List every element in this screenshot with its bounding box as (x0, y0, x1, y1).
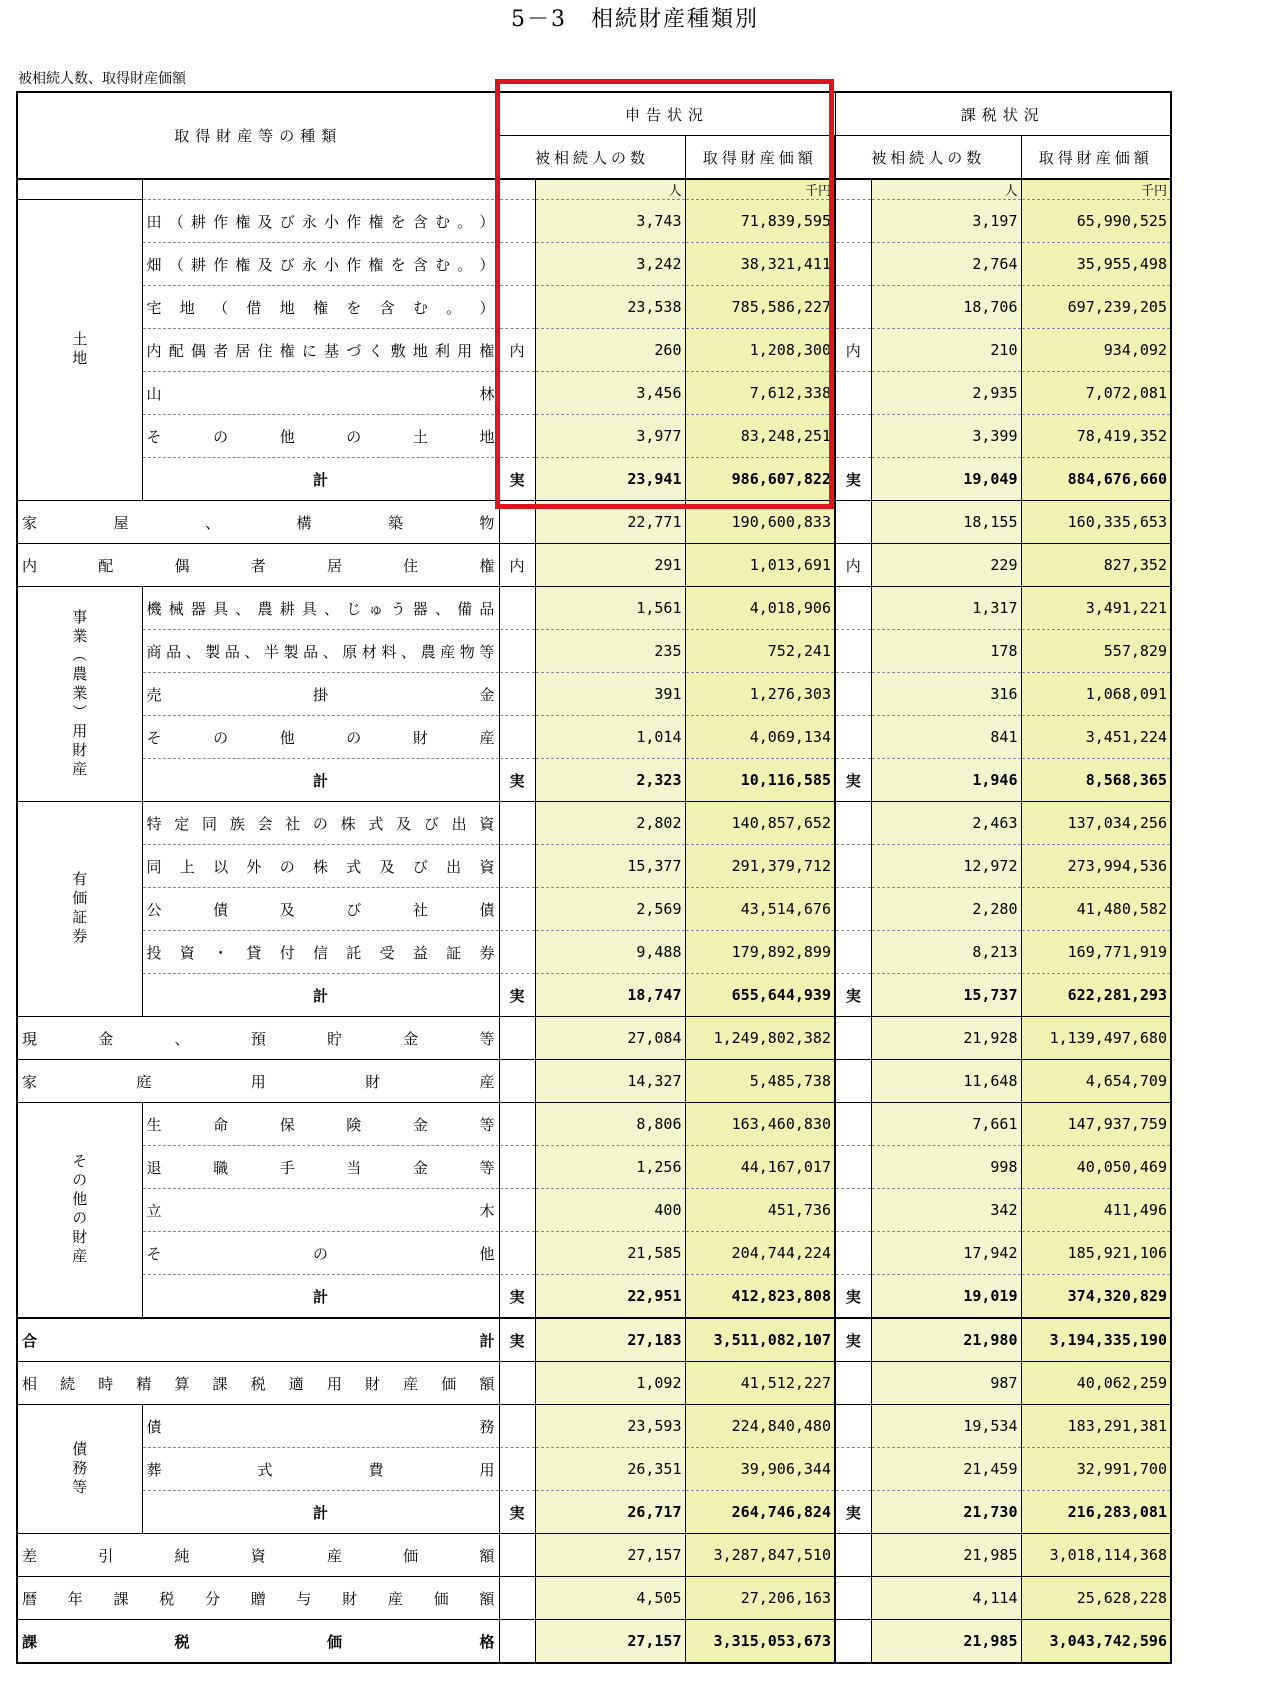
declared-value: 163,460,830 (685, 1103, 835, 1146)
declared-value: 179,892,899 (685, 931, 835, 974)
count-header-2: 被相続人の数 (835, 136, 1021, 180)
taxed-count: 210 (871, 329, 1021, 372)
mark-cell (835, 587, 871, 630)
declared-value: 224,840,480 (685, 1405, 835, 1448)
taxed-value: 827,352 (1021, 544, 1171, 587)
declared-value: 655,644,939 (685, 974, 835, 1017)
declared-value: 4,069,134 (685, 716, 835, 759)
table-row (17, 1620, 1171, 1664)
unit-label: 人 (871, 179, 1021, 200)
declared-count: 1,014 (535, 716, 685, 759)
declared-count: 1,092 (535, 1362, 685, 1405)
mark-cell (835, 931, 871, 974)
declared-value: 204,744,224 (685, 1232, 835, 1275)
mark-cell (835, 243, 871, 286)
mark-cell (835, 200, 871, 243)
taxed-value: 78,419,352 (1021, 415, 1171, 458)
mark-cell (499, 372, 535, 415)
taxed-value: 1,139,497,680 (1021, 1017, 1171, 1060)
mark-cell: 実 (499, 1275, 535, 1319)
taxed-count: 2,764 (871, 243, 1021, 286)
section-label: 債務等 (17, 1405, 142, 1534)
mark-cell (835, 630, 871, 673)
row-label: 計 (142, 974, 499, 1017)
mark-cell (499, 931, 535, 974)
taxed-count: 342 (871, 1189, 1021, 1232)
declared-count: 400 (535, 1189, 685, 1232)
value-header-2: 取得財産価額 (1038, 148, 1153, 167)
declared-count: 3,456 (535, 372, 685, 415)
taxed-value: 169,771,919 (1021, 931, 1171, 974)
taxed-value: 622,281,293 (1021, 974, 1171, 1017)
declared-count: 2,569 (535, 888, 685, 931)
table-row (17, 587, 1171, 630)
table-row (17, 630, 1171, 673)
taxed-value: 884,676,660 (1021, 458, 1171, 501)
taxed-count: 316 (871, 673, 1021, 716)
taxed-status-header: 課税状況 (835, 92, 1171, 136)
mark-cell (835, 1362, 871, 1405)
value-header-1: 取得財産価額 (685, 136, 835, 180)
table-row (17, 544, 1171, 587)
declared-count: 291 (535, 544, 685, 587)
row-label: 商 品 、 製 品 、 半 製 品 、 原 材 料 、 農 産 物 等 (142, 630, 499, 673)
taxed-value: 137,034,256 (1021, 802, 1171, 845)
unit-row (17, 179, 1171, 200)
declared-count: 9,488 (535, 931, 685, 974)
declared-value: 38,321,411 (685, 243, 835, 286)
declared-value: 1,208,300 (685, 329, 835, 372)
mark-cell (499, 1232, 535, 1275)
unit-label: 人 (535, 179, 685, 200)
mark-cell: 実 (499, 974, 535, 1017)
taxed-value: 1,068,091 (1021, 673, 1171, 716)
taxed-value: 41,480,582 (1021, 888, 1171, 931)
taxed-count: 18,706 (871, 286, 1021, 329)
taxed-value: 273,994,536 (1021, 845, 1171, 888)
declared-value: 5,485,738 (685, 1060, 835, 1103)
row-label: 内 配 偶 者 居 住 権 に 基 づ く 敷 地 利 用 権 (142, 329, 499, 372)
mark-cell (499, 845, 535, 888)
taxed-count: 21,459 (871, 1448, 1021, 1491)
table-row (17, 888, 1171, 931)
taxed-value: 216,283,081 (1021, 1491, 1171, 1534)
declared-count: 27,084 (535, 1017, 685, 1060)
row-label: 暦 年 課 税 分 贈 与 財 産 価 額 (17, 1577, 499, 1620)
taxed-count: 4,114 (871, 1577, 1021, 1620)
mark-cell: 実 (499, 759, 535, 802)
declared-count: 4,505 (535, 1577, 685, 1620)
mark-cell (835, 673, 871, 716)
taxed-count: 17,942 (871, 1232, 1021, 1275)
taxed-count: 11,648 (871, 1060, 1021, 1103)
row-label: 売 掛 金 (142, 673, 499, 716)
taxed-count: 21,730 (871, 1491, 1021, 1534)
mark-cell (835, 286, 871, 329)
taxed-count: 998 (871, 1146, 1021, 1189)
blank-cell (835, 179, 871, 200)
row-label: 山 林 (142, 372, 499, 415)
taxed-value: 160,335,653 (1021, 501, 1171, 544)
declared-value: 190,600,833 (685, 501, 835, 544)
taxed-value: 3,194,335,190 (1021, 1318, 1171, 1362)
declared-count: 22,771 (535, 501, 685, 544)
declared-value: 264,746,824 (685, 1491, 835, 1534)
page-title: 5－3 相続財産種類別 (511, 7, 759, 32)
declared-count: 2,802 (535, 802, 685, 845)
table-row (17, 673, 1171, 716)
table-row (17, 1017, 1171, 1060)
taxed-count: 7,661 (871, 1103, 1021, 1146)
declared-count: 14,327 (535, 1060, 685, 1103)
declared-value: 7,612,338 (685, 372, 835, 415)
mark-cell (499, 1405, 535, 1448)
mark-cell: 内 (499, 329, 535, 372)
taxed-count: 987 (871, 1362, 1021, 1405)
declared-count: 27,183 (535, 1318, 685, 1362)
declared-count: 2,323 (535, 759, 685, 802)
declared-count: 27,157 (535, 1534, 685, 1577)
row-label: 債 務 (142, 1405, 499, 1448)
taxed-count: 8,213 (871, 931, 1021, 974)
category-header: 取得財産等の種類 (17, 92, 499, 179)
mark-cell (835, 845, 871, 888)
mark-cell (499, 1060, 535, 1103)
mark-cell: 内 (835, 544, 871, 587)
taxed-value: 3,451,224 (1021, 716, 1171, 759)
declared-count: 21,585 (535, 1232, 685, 1275)
table-row (17, 716, 1171, 759)
blank-cell (499, 179, 535, 200)
mark-cell: 内 (499, 544, 535, 587)
mark-cell (499, 1448, 535, 1491)
mark-cell: 実 (835, 1318, 871, 1362)
taxed-value: 7,072,081 (1021, 372, 1171, 415)
table-row (17, 501, 1171, 544)
mark-cell (499, 1103, 535, 1146)
mark-cell (835, 1534, 871, 1577)
declared-value: 44,167,017 (685, 1146, 835, 1189)
declared-count: 1,256 (535, 1146, 685, 1189)
mark-cell (835, 415, 871, 458)
declared-value: 986,607,822 (685, 458, 835, 501)
mark-cell (835, 1103, 871, 1146)
table-row (17, 1405, 1171, 1448)
mark-cell (835, 802, 871, 845)
mark-cell (835, 1577, 871, 1620)
declared-count: 8,806 (535, 1103, 685, 1146)
mark-cell (499, 716, 535, 759)
table-row (17, 802, 1171, 845)
taxed-value: 40,062,259 (1021, 1362, 1171, 1405)
declared-value: 71,839,595 (685, 200, 835, 243)
taxed-value: 35,955,498 (1021, 243, 1171, 286)
row-label: 畑 （ 耕 作 権 及 び 永 小 作 権 を 含 む 。 ） (142, 243, 499, 286)
mark-cell (499, 1620, 535, 1664)
mark-cell (835, 716, 871, 759)
table-row (17, 1491, 1171, 1534)
inheritance-property-table (16, 91, 1172, 1664)
table-row (17, 329, 1171, 372)
table-row (17, 1060, 1171, 1103)
section-label: 有価証券 (17, 802, 142, 1017)
row-label: 内 配 偶 者 居 住 権 (17, 544, 499, 587)
mark-cell (835, 1060, 871, 1103)
declared-count: 26,351 (535, 1448, 685, 1491)
declared-value: 3,287,847,510 (685, 1534, 835, 1577)
row-label: 特 定 同 族 会 社 の 株 式 及 び 出 資 (142, 802, 499, 845)
mark-cell: 実 (835, 974, 871, 1017)
declared-value: 412,823,808 (685, 1275, 835, 1319)
declared-count: 260 (535, 329, 685, 372)
mark-cell (499, 1362, 535, 1405)
mark-cell (835, 501, 871, 544)
taxed-value: 4,654,709 (1021, 1060, 1171, 1103)
unit-label: 千円 (1021, 179, 1171, 200)
unit-label: 千円 (685, 179, 835, 200)
row-label: 計 (142, 458, 499, 501)
row-label: 課 税 価 格 (17, 1620, 499, 1664)
mark-cell: 実 (499, 1491, 535, 1534)
mark-cell (499, 888, 535, 931)
row-label: 相 続 時 精 算 課 税 適 用 財 産 価 額 (17, 1362, 499, 1405)
mark-cell: 実 (499, 458, 535, 501)
declared-value: 83,248,251 (685, 415, 835, 458)
table-row (17, 1534, 1171, 1577)
table-row (17, 1362, 1171, 1405)
row-label: 家 庭 用 財 産 (17, 1060, 499, 1103)
taxed-count: 21,985 (871, 1534, 1021, 1577)
row-label: 田 （ 耕 作 権 及 び 永 小 作 権 を 含 む 。 ） (142, 200, 499, 243)
declared-count: 3,743 (535, 200, 685, 243)
row-label: 立 木 (142, 1189, 499, 1232)
taxed-count: 19,019 (871, 1275, 1021, 1319)
declared-value: 1,249,802,382 (685, 1017, 835, 1060)
mark-cell (499, 200, 535, 243)
declared-count: 26,717 (535, 1491, 685, 1534)
taxed-count: 19,049 (871, 458, 1021, 501)
row-label: 宅 地 （ 借 地 権 を 含 む 。 ） (142, 286, 499, 329)
declared-count: 3,977 (535, 415, 685, 458)
declared-value: 291,379,712 (685, 845, 835, 888)
row-label: 差 引 純 資 産 価 額 (17, 1534, 499, 1577)
row-label: 退 職 手 当 金 等 (142, 1146, 499, 1189)
mark-cell (499, 1189, 535, 1232)
section-label: その他の財産 (17, 1103, 142, 1319)
mark-cell (499, 286, 535, 329)
taxed-count: 2,463 (871, 802, 1021, 845)
taxed-value: 3,043,742,596 (1021, 1620, 1171, 1664)
declared-value: 10,116,585 (685, 759, 835, 802)
taxed-count: 12,972 (871, 845, 1021, 888)
mark-cell: 実 (835, 759, 871, 802)
table-row (17, 1577, 1171, 1620)
table-row (17, 1103, 1171, 1146)
taxed-count: 2,935 (871, 372, 1021, 415)
mark-cell (499, 630, 535, 673)
taxed-count: 1,946 (871, 759, 1021, 802)
declared-value: 4,018,906 (685, 587, 835, 630)
taxed-count: 229 (871, 544, 1021, 587)
declared-value: 1,276,303 (685, 673, 835, 716)
mark-cell (499, 802, 535, 845)
row-label: 現 金 、 預 貯 金 等 (17, 1017, 499, 1060)
declared-count: 1,561 (535, 587, 685, 630)
taxed-count: 3,399 (871, 415, 1021, 458)
taxed-value: 934,092 (1021, 329, 1171, 372)
declared-value: 752,241 (685, 630, 835, 673)
declared-count: 23,538 (535, 286, 685, 329)
mark-cell (835, 1017, 871, 1060)
taxed-value: 25,628,228 (1021, 1577, 1171, 1620)
mark-cell (835, 1620, 871, 1664)
section-label: 事業（農業）用財産 (17, 587, 142, 802)
row-label: 投 資 ・ 貸 付 信 託 受 益 証 券 (142, 931, 499, 974)
declared-count: 23,941 (535, 458, 685, 501)
mark-cell (499, 1146, 535, 1189)
table-row (17, 759, 1171, 802)
taxed-value: 147,937,759 (1021, 1103, 1171, 1146)
row-label: そ の 他 (142, 1232, 499, 1275)
declared-count: 22,951 (535, 1275, 685, 1319)
taxed-count: 841 (871, 716, 1021, 759)
count-header-1: 被相続人の数 (499, 136, 685, 180)
table-subtitle: 被相続人数、取得財産価額 (18, 71, 186, 87)
declared-value: 3,315,053,673 (685, 1620, 835, 1664)
row-label: 機 械 器 具 、 農 耕 具 、 じ ゅ う 器 、 備 品 (142, 587, 499, 630)
mark-cell: 実 (835, 458, 871, 501)
declared-value: 451,736 (685, 1189, 835, 1232)
mark-cell (499, 587, 535, 630)
row-label: 生 命 保 険 金 等 (142, 1103, 499, 1146)
declared-count: 18,747 (535, 974, 685, 1017)
row-label: そ の 他 の 土 地 (142, 415, 499, 458)
taxed-value: 3,491,221 (1021, 587, 1171, 630)
mark-cell (499, 415, 535, 458)
mark-cell: 実 (499, 1318, 535, 1362)
declared-value: 27,206,163 (685, 1577, 835, 1620)
table-row (17, 845, 1171, 888)
table-row (17, 415, 1171, 458)
row-label: 同 上 以 外 の 株 式 及 び 出 資 (142, 845, 499, 888)
row-label: 計 (142, 759, 499, 802)
declared-count: 235 (535, 630, 685, 673)
taxed-value: 40,050,469 (1021, 1146, 1171, 1189)
mark-cell (835, 372, 871, 415)
taxed-count: 18,155 (871, 501, 1021, 544)
declared-count: 15,377 (535, 845, 685, 888)
table-row (17, 458, 1171, 501)
row-label: 葬 式 費 用 (142, 1448, 499, 1491)
mark-cell (499, 501, 535, 544)
row-label: そ の 他 の 財 産 (142, 716, 499, 759)
taxed-count: 21,985 (871, 1620, 1021, 1664)
taxed-value: 183,291,381 (1021, 1405, 1171, 1448)
row-label: 家 屋 、 構 築 物 (17, 501, 499, 544)
table-row (17, 1232, 1171, 1275)
mark-cell (499, 1577, 535, 1620)
taxed-value: 185,921,106 (1021, 1232, 1171, 1275)
declared-value: 3,511,082,107 (685, 1318, 835, 1362)
declared-value: 39,906,344 (685, 1448, 835, 1491)
mark-cell (835, 1448, 871, 1491)
mark-cell (499, 1534, 535, 1577)
taxed-count: 1,317 (871, 587, 1021, 630)
taxed-value: 3,018,114,368 (1021, 1534, 1171, 1577)
declared-value: 140,857,652 (685, 802, 835, 845)
taxed-count: 178 (871, 630, 1021, 673)
declared-count: 3,242 (535, 243, 685, 286)
mark-cell (835, 1405, 871, 1448)
mark-cell: 実 (835, 1275, 871, 1319)
taxed-count: 3,197 (871, 200, 1021, 243)
taxed-count: 21,928 (871, 1017, 1021, 1060)
taxed-value: 32,991,700 (1021, 1448, 1171, 1491)
table-row (17, 1189, 1171, 1232)
declared-value: 41,512,227 (685, 1362, 835, 1405)
mark-cell (499, 1017, 535, 1060)
row-label: 合 計 (17, 1318, 499, 1362)
declared-value: 43,514,676 (685, 888, 835, 931)
declared-status-header: 申告状況 (499, 92, 835, 136)
table-row (17, 931, 1171, 974)
declared-value: 785,586,227 (685, 286, 835, 329)
taxed-count: 19,534 (871, 1405, 1021, 1448)
mark-cell (835, 888, 871, 931)
declared-count: 23,593 (535, 1405, 685, 1448)
taxed-value: 557,829 (1021, 630, 1171, 673)
table-row (17, 286, 1171, 329)
taxed-count: 2,280 (871, 888, 1021, 931)
section-label: 土地 (17, 200, 142, 501)
declared-value: 1,013,691 (685, 544, 835, 587)
row-label: 公 債 及 び 社 債 (142, 888, 499, 931)
table-row (17, 372, 1171, 415)
header-row (17, 92, 1171, 136)
mark-cell (835, 1146, 871, 1189)
table-row (17, 200, 1171, 243)
mark-cell: 内 (835, 329, 871, 372)
taxed-value: 8,568,365 (1021, 759, 1171, 802)
mark-cell (835, 1189, 871, 1232)
taxed-value: 411,496 (1021, 1189, 1171, 1232)
taxed-value: 65,990,525 (1021, 200, 1171, 243)
table-row (17, 243, 1171, 286)
mark-cell (835, 1232, 871, 1275)
row-label: 計 (142, 1275, 499, 1319)
table-row (17, 1448, 1171, 1491)
table-row (17, 1318, 1171, 1362)
declared-count: 391 (535, 673, 685, 716)
declared-count: 27,157 (535, 1620, 685, 1664)
mark-cell (499, 243, 535, 286)
table-row (17, 1275, 1171, 1319)
mark-cell (499, 673, 535, 716)
row-label: 計 (142, 1491, 499, 1534)
table-row (17, 1146, 1171, 1189)
taxed-value: 697,239,205 (1021, 286, 1171, 329)
taxed-value: 374,320,829 (1021, 1275, 1171, 1319)
mark-cell: 実 (835, 1491, 871, 1534)
taxed-count: 15,737 (871, 974, 1021, 1017)
taxed-count: 21,980 (871, 1318, 1021, 1362)
table-row (17, 974, 1171, 1017)
